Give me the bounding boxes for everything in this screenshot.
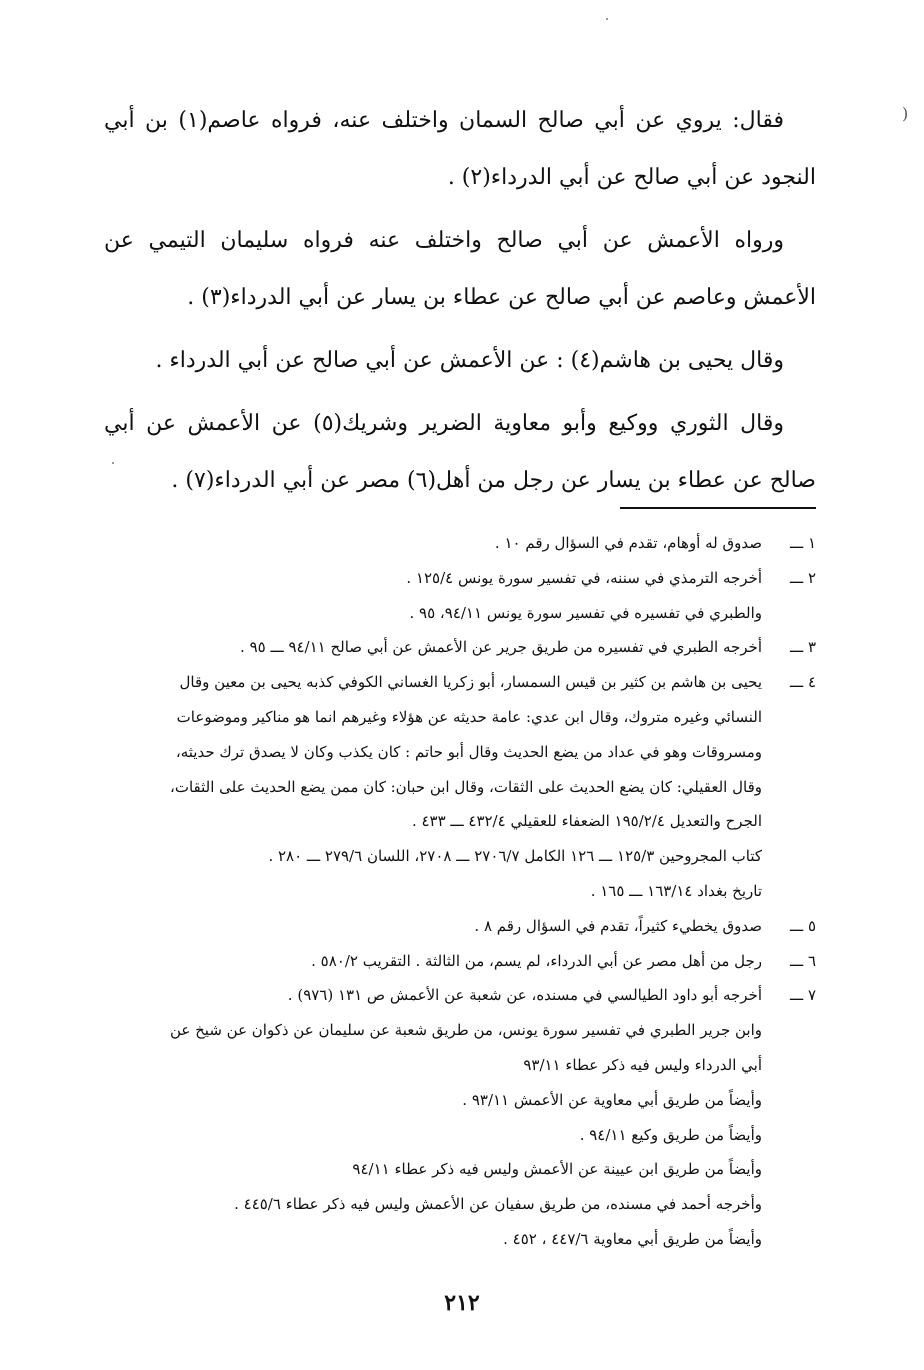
footnote-line: [104, 526, 816, 561]
footnote-text: ومسروقات وهو في عداد من يضع الحديث وقال أبو حاتم : كان يكذب وكان لا يصدق ترك حديثه،: [175, 742, 762, 761]
footnote-text: النسائي وغيره متروك، وقال ابن عدي: عامة حديثه عن هؤلاء وغيرهم انما هو مناكير وموضوعات: [176, 707, 762, 726]
footnote-line: [104, 1187, 816, 1222]
footnote-line: [104, 1118, 816, 1153]
footnote-divider: [620, 507, 816, 509]
footnote-text: أخرجه أبو داود الطيالسي في مسنده، عن شعبة عن الأعمش ص ١٣١ (٩٧٦) .: [287, 986, 762, 1005]
footnote-text: وأيضاً من طريق أبي معاوية ٤٤٧/٦ ، ٤٥٢ .: [503, 1229, 762, 1248]
footnote-line: [104, 770, 816, 805]
footnote-number: ٤ ـــ: [789, 673, 816, 692]
paragraph-4: [104, 395, 816, 509]
footnote-line: [104, 665, 816, 700]
footnote-text: أخرجه الترمذي في سننه، في تفسير سورة يونس ١٢٥/٤ .: [406, 568, 762, 587]
footnote-line: [104, 944, 816, 979]
footnote-line: [104, 1083, 816, 1118]
footnote-text: وأيضاً من طريق وكيع ٩٤/١١ .: [579, 1125, 762, 1144]
paragraph-text: وقال يحيى بن هاشم(٤) : عن الأعمش عن أبي صالح عن أبي الدرداء .: [155, 348, 784, 373]
footnote-text: رجل من أهل مصر عن أبي الدرداء، لم يسم، من الثالثة . التقريب ٥٨٠/٢ .: [311, 951, 762, 970]
paragraph-2: [104, 212, 816, 326]
footnote-line: [104, 700, 816, 735]
paragraph-text: ورواه الأعمش عن أبي صالح واختلف عنه فرواه سليمان التيمي عن الأعمش وعاصم عن أبي صالح عن عطاء بن يسار عن أبي الدرداء(٣) .: [104, 228, 816, 310]
footnote-text: الجرح والتعديل ١٩٥/٢/٤ الضعفاء للعقيلي ٤٣٢/٤ ـــ ٤٣٣ .: [411, 812, 762, 831]
footnote-line: [104, 804, 816, 839]
footnote-line: [104, 1152, 816, 1187]
footnote-line: [104, 839, 816, 874]
footnote-text: وقال العقيلي: كان يضع الحديث على الثقات، وقال ابن حبان: كان ممن يضع الحديث على الثقات،: [169, 777, 762, 796]
footnote-line: [104, 596, 816, 631]
paragraph-3: [104, 332, 816, 389]
footnote-number: ٧ ـــ: [789, 986, 816, 1005]
footnote-line: [104, 909, 816, 944]
footnote-line: [104, 874, 816, 909]
footnote-number: ٢ ـــ: [789, 568, 816, 587]
paragraph-text: فقال: يروي عن أبي صالح السمان واختلف عنه، فرواه عاصم(١) بن أبي النجود عن أبي صالح عن أبي الدرداء(٢) .: [104, 108, 816, 190]
footnote-text: وابن جرير الطبري في تفسير سورة يونس، من طريق شعبة عن سليمان عن ذكوان عن شيخ عن: [169, 1021, 762, 1040]
footnote-line: [104, 735, 816, 770]
footnote-text: تاريخ بغداد ١٦٣/١٤ ـــ ١٦٥ .: [590, 881, 762, 900]
footnote-text: صدوق يخطيء كثيراً، تقدم في السؤال رقم ٨ .: [474, 916, 762, 935]
footnote-text: كتاب المجروحين ١٢٥/٣ ـــ ١٢٦ الكامل ٢٧٠٦/٧ ـــ ٢٧٠٨، اللسان ٢٧٩/٦ ـــ ٢٨٠ .: [268, 847, 762, 866]
footnote-text: أخرجه الطبري في تفسيره من طريق جرير عن الأعمش عن أبي صالح ٩٤/١١ ـــ ٩٥ .: [240, 638, 762, 657]
footnote-number: ٦ ـــ: [789, 951, 816, 970]
footnote-text: وأيضاً من طريق أبي معاوية عن الأعمش ٩٣/١١ .: [462, 1090, 762, 1109]
footnote-text: صدوق له أوهام، تقدم في السؤال رقم ١٠ .: [494, 534, 762, 552]
footnote-text: وأخرجه أحمد في مسنده، من طريق سفيان عن الأعمش وليس فيه ذكر عطاء ٤٤٥/٦ .: [234, 1195, 762, 1214]
footnotes: [104, 526, 816, 1257]
footnote-line: [104, 1013, 816, 1048]
footnote-number: ٥ ـــ: [789, 916, 816, 935]
page-number: ٢١٢: [444, 1290, 480, 1316]
paragraph-text: وقال الثوري ووكيع وأبو معاوية الضرير وشريك(٥) عن الأعمش عن أبي صالح عن عطاء بن يسار عن رجل من أهل(٦) مصر عن أبي الدرداء(٧) .: [104, 411, 816, 493]
footnote-text: أبي الدرداء وليس فيه ذكر عطاء ٩٣/١١: [523, 1055, 762, 1074]
footnote-line: [104, 1048, 816, 1083]
margin-mark: ): [902, 104, 909, 123]
footnote-text: والطبري في تفسيره في تفسير سورة يونس ٩٤/١١، ٩٥ .: [409, 603, 762, 622]
footnote-line: [104, 561, 816, 596]
main-text: [104, 92, 816, 515]
footnote-number: ٣ ـــ: [789, 638, 816, 657]
footnote-number: ١ ـــ: [789, 534, 816, 552]
scan-speck: [606, 18, 608, 20]
paragraph-1: [104, 92, 816, 206]
footnote-text: وأيضاً من طريق ابن عيينة عن الأعمش وليس فيه ذكر عطاء ٩٤/١١: [352, 1160, 762, 1179]
footnote-line: [104, 630, 816, 665]
footnote-line: [104, 978, 816, 1013]
footnote-line: [104, 1222, 816, 1257]
footnote-text: يحيى بن هاشم بن كثير بن قيس السمسار، أبو زكريا الغساني الكوفي كذبه يحيى بن معين وقال: [179, 673, 762, 692]
